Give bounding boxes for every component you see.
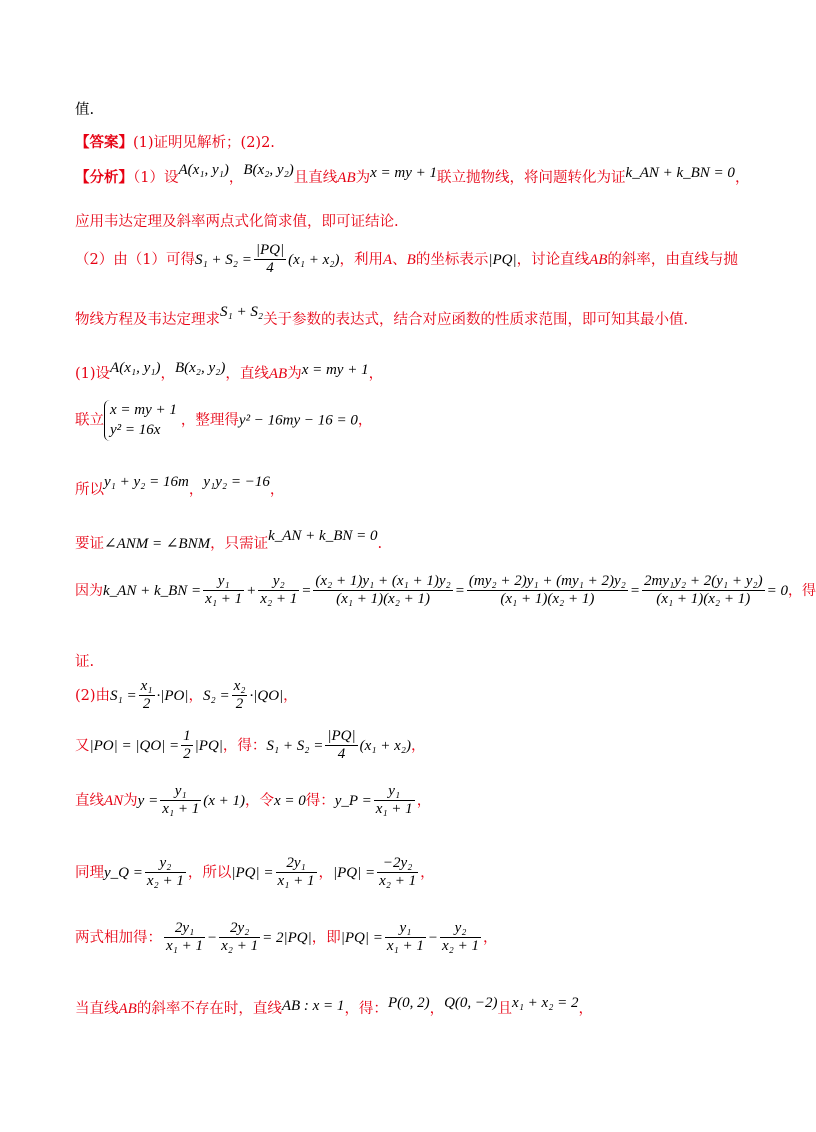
math-point-a: A(x₁, y₁) bbox=[110, 360, 161, 376]
analysis-tag: 【分析】 bbox=[75, 169, 133, 186]
text: ， bbox=[283, 687, 298, 704]
math-s2: S₂ = bbox=[203, 687, 230, 704]
text: ， bbox=[357, 412, 373, 429]
frac-num: y₂ bbox=[145, 855, 186, 873]
math-point-b: B(x₂, y₂) bbox=[174, 360, 226, 376]
text: 联立抛物线，将问题转化为证 bbox=[437, 170, 626, 186]
text: （2）由（1）可得 bbox=[75, 251, 195, 268]
math-point-b: B(x₂, y₂) bbox=[243, 162, 294, 178]
analysis-line-1 bbox=[75, 162, 750, 187]
math-b: B bbox=[406, 251, 416, 268]
text: 关于参数的表达式，结合对应函数的性质求范围，即可知其最小值. bbox=[263, 312, 689, 328]
math-op: = bbox=[454, 582, 465, 599]
frac-den: (x₁ + 1)(x₂ + 1) bbox=[656, 591, 751, 608]
frac-num: −2y₂ bbox=[377, 855, 418, 873]
frac-num: y₁ bbox=[203, 573, 244, 591]
math-point-q: Q(0, −2) bbox=[444, 995, 498, 1011]
text: ，讨论直线 bbox=[516, 251, 590, 268]
frac-den: 2 bbox=[235, 696, 244, 713]
frac-den: x₂ + 1 bbox=[379, 873, 417, 890]
text: ，得： bbox=[222, 737, 267, 754]
math-fraction bbox=[164, 920, 205, 956]
frac-den: x₁ + 1 bbox=[166, 938, 203, 955]
math-fraction bbox=[203, 573, 244, 609]
text: 所以 bbox=[75, 482, 104, 498]
solution-line-4 bbox=[75, 528, 383, 553]
math-s-sum: S₁ + S₂ bbox=[220, 304, 264, 320]
text: 为 bbox=[123, 792, 138, 809]
solution-line-11 bbox=[75, 920, 498, 956]
frac-den: 2 bbox=[142, 696, 151, 713]
text: 为 bbox=[287, 366, 302, 382]
frac-den: 4 bbox=[337, 746, 346, 763]
text: 物线方程及韦达定理求 bbox=[75, 312, 220, 328]
text: ，令 bbox=[244, 792, 274, 809]
solution-line-12 bbox=[75, 997, 593, 1018]
math-vieta-sum: y₁ + y₂ = 16m bbox=[104, 474, 189, 490]
math-po: ·|PO| bbox=[156, 687, 189, 704]
math-fraction bbox=[377, 855, 418, 891]
text: ，整理得 bbox=[180, 412, 239, 429]
math-fraction bbox=[385, 920, 426, 956]
text: 当直线 bbox=[75, 1001, 119, 1017]
math-fraction bbox=[139, 678, 155, 714]
math-pq: |PQ| = bbox=[340, 929, 383, 946]
text: ， bbox=[318, 864, 333, 881]
text: ，即 bbox=[311, 929, 341, 946]
text: ， bbox=[578, 1001, 594, 1017]
math-ab: AB bbox=[268, 366, 288, 382]
solution-line-10 bbox=[75, 855, 435, 891]
frac-den: (x₁ + 1)(x₂ + 1) bbox=[336, 591, 431, 608]
math-a: A bbox=[383, 251, 393, 268]
text: 得： bbox=[305, 792, 335, 809]
math-x-zero: x = 0 bbox=[273, 792, 306, 809]
math-s-sum: S₁ + S₂ = bbox=[266, 737, 324, 754]
text: ， bbox=[269, 482, 285, 498]
text: 为 bbox=[355, 170, 371, 186]
math-op: = bbox=[301, 582, 312, 599]
frac-den: (x₁ + 1)(x₂ + 1) bbox=[500, 591, 595, 608]
frac-den: x₁ + 1 bbox=[386, 938, 424, 955]
frac-num: 2y₁ bbox=[276, 855, 317, 873]
frac-den: x₂ + 1 bbox=[260, 591, 298, 608]
text: ，直线 bbox=[225, 366, 269, 382]
frac-den: x₁ + 1 bbox=[277, 873, 315, 890]
math-point-a: A(x₁, y₁) bbox=[178, 162, 229, 178]
frac-num: (my₂ + 2)y₁ + (my₁ + 2)y₂ bbox=[467, 573, 628, 591]
math-yq: y_Q = bbox=[104, 864, 143, 881]
math-op: − bbox=[207, 929, 218, 946]
solution-line-3 bbox=[75, 474, 285, 499]
frac-num: y₁ bbox=[160, 783, 201, 801]
text: ， bbox=[734, 170, 750, 186]
frac-num: (x₂ + 1)y₁ + (x₁ + 1)y₂ bbox=[313, 573, 452, 591]
text: ， bbox=[429, 1001, 445, 1017]
text: ，得 bbox=[787, 582, 816, 599]
math-fraction bbox=[181, 728, 193, 764]
system-eq-1: x = my + 1 bbox=[110, 402, 177, 418]
frac-num: 2y₁ bbox=[164, 920, 205, 938]
math-yp: y_P = bbox=[334, 792, 372, 809]
solution-line-9 bbox=[75, 783, 431, 819]
answer-text: (1)证明见解析；(2)2. bbox=[133, 135, 275, 151]
math-eq: = 2|PQ| bbox=[262, 929, 312, 946]
solution-line-6 bbox=[75, 650, 94, 671]
math-pq: |PQ| bbox=[194, 737, 223, 754]
math-an: AN bbox=[104, 792, 124, 809]
text: ， bbox=[420, 864, 435, 881]
frac-den: x₁ + 1 bbox=[375, 801, 413, 818]
math-quadratic: y² − 16my − 16 = 0 bbox=[238, 412, 358, 429]
math-ab: AB bbox=[337, 170, 356, 186]
text-value-end: 值. bbox=[75, 102, 95, 118]
text: 同理 bbox=[75, 864, 104, 881]
text: (2)由 bbox=[75, 687, 111, 704]
math-fraction bbox=[258, 573, 299, 609]
text: 直线 bbox=[75, 792, 104, 809]
equation-system bbox=[104, 400, 177, 441]
math-qo: ·|QO| bbox=[249, 687, 284, 704]
text: 的坐标表示 bbox=[415, 251, 489, 268]
text: ， bbox=[160, 366, 175, 382]
math-y: y = bbox=[137, 792, 159, 809]
text: ，利用 bbox=[339, 251, 383, 268]
answer-tag: 【答案】 bbox=[75, 134, 133, 151]
frac-num: y₂ bbox=[258, 573, 299, 591]
text: 且 bbox=[497, 1001, 513, 1017]
math-x-sum: x₁ + x₂ = 2 bbox=[512, 995, 579, 1011]
text: ， bbox=[416, 792, 432, 809]
solution-line-1 bbox=[75, 362, 383, 383]
math-angle-equality: ∠ANM = ∠BNM bbox=[104, 536, 211, 552]
frac-den: 4 bbox=[266, 260, 274, 277]
frac-num: |PQ| bbox=[325, 728, 357, 746]
math-op: + bbox=[246, 582, 257, 599]
text: ，所以 bbox=[187, 864, 232, 881]
text: 的斜率，由直线与抛 bbox=[607, 251, 738, 268]
math-fraction bbox=[254, 242, 286, 278]
math-line-x1: AB : x = 1 bbox=[281, 998, 345, 1014]
frac-num: 2my₁y₂ + 2(y₁ + y₂) bbox=[642, 573, 765, 591]
frac-den: x₁ + 1 bbox=[205, 591, 243, 608]
math-s-sum: S₁ + S₂ = bbox=[194, 251, 252, 268]
text: 因为 bbox=[75, 582, 103, 599]
frac-num: x₁ bbox=[139, 678, 155, 696]
text: (1)设 bbox=[75, 366, 111, 382]
text: 又 bbox=[75, 737, 90, 754]
math-vieta-product: y₁y₂ = −16 bbox=[203, 474, 270, 490]
math-line-equation: x = my + 1 bbox=[370, 165, 438, 181]
math-fraction bbox=[374, 783, 415, 819]
math-po-qo: |PO| = |QO| = bbox=[89, 737, 180, 754]
text: ，得： bbox=[344, 1001, 388, 1017]
math-fraction bbox=[160, 783, 201, 819]
math-slope-sum: k_AN + k_BN = bbox=[103, 582, 202, 599]
analysis-line-4 bbox=[75, 304, 689, 329]
text: 两式相加得： bbox=[75, 929, 162, 946]
text: ， bbox=[410, 737, 426, 754]
analysis-line-2 bbox=[75, 210, 399, 231]
math-tail: (x₁ + x₂) bbox=[288, 251, 340, 268]
solution-line-8 bbox=[75, 728, 425, 764]
math-ab: AB bbox=[118, 1001, 137, 1017]
math-zero: = 0 bbox=[766, 582, 788, 599]
frac-num: y₁ bbox=[385, 920, 426, 938]
math-fraction bbox=[145, 855, 186, 891]
math-tail: (x + 1) bbox=[203, 792, 245, 809]
math-fraction bbox=[313, 573, 452, 609]
math-line-equation: x = my + 1 bbox=[301, 362, 369, 378]
solution-line-2 bbox=[75, 400, 372, 441]
math-fraction bbox=[467, 573, 628, 609]
text: ， bbox=[188, 687, 204, 704]
math-fraction bbox=[232, 678, 248, 714]
text: 且直线 bbox=[293, 170, 338, 186]
math-fraction bbox=[642, 573, 765, 609]
text: 、 bbox=[392, 251, 407, 268]
math-fraction bbox=[276, 855, 317, 891]
text: ， bbox=[188, 482, 204, 498]
math-fraction bbox=[440, 920, 481, 956]
analysis-line-3 bbox=[75, 242, 738, 278]
frac-num: x₂ bbox=[232, 678, 248, 696]
text: 证. bbox=[75, 654, 95, 670]
math-tail: (x₁ + x₂) bbox=[359, 737, 411, 754]
answer-line bbox=[75, 131, 275, 152]
frac-num: y₂ bbox=[440, 920, 481, 938]
math-s1: S₁ = bbox=[110, 687, 137, 704]
math-op: = bbox=[629, 582, 641, 599]
text: ， bbox=[228, 170, 244, 186]
text: （1）设 bbox=[133, 170, 179, 186]
frac-num: |PQ| bbox=[254, 242, 286, 260]
system-eq-2: y² = 16x bbox=[110, 422, 161, 439]
math-point-p: P(0, 2) bbox=[387, 995, 430, 1011]
math-pq: |PQ| = bbox=[231, 864, 274, 881]
math-pq: |PQ| bbox=[488, 251, 517, 268]
math-fraction bbox=[325, 728, 357, 764]
frac-num: y₁ bbox=[374, 783, 415, 801]
math-slope-sum: k_AN + k_BN = 0 bbox=[625, 165, 735, 181]
math-ab: AB bbox=[589, 251, 608, 268]
frac-den: x₂ + 1 bbox=[146, 873, 184, 890]
solution-line-5 bbox=[75, 573, 816, 609]
frac-num: 1 bbox=[181, 728, 193, 746]
frac-num: 2y₂ bbox=[219, 920, 260, 938]
math-op: − bbox=[427, 929, 438, 946]
text: 的斜率不存在时，直线 bbox=[136, 1001, 282, 1017]
text: ， bbox=[368, 366, 384, 382]
text: 联立 bbox=[75, 412, 104, 429]
solution-line-7 bbox=[75, 678, 298, 714]
text: ， bbox=[483, 929, 498, 946]
text: 应用韦达定理及斜率两点式化简求值，即可证结论. bbox=[75, 214, 399, 230]
math-fraction bbox=[219, 920, 260, 956]
frac-den: x₂ + 1 bbox=[442, 938, 479, 955]
math-pq: |PQ| = bbox=[333, 864, 376, 881]
text: ，只需证 bbox=[210, 536, 269, 552]
text: 要证 bbox=[75, 536, 104, 552]
frac-den: x₂ + 1 bbox=[221, 938, 259, 955]
line-continuation bbox=[75, 98, 94, 119]
math-slope-sum: k_AN + k_BN = 0 bbox=[268, 528, 378, 544]
frac-den: x₁ + 1 bbox=[162, 801, 200, 818]
text: . bbox=[377, 536, 383, 552]
frac-den: 2 bbox=[183, 746, 191, 763]
